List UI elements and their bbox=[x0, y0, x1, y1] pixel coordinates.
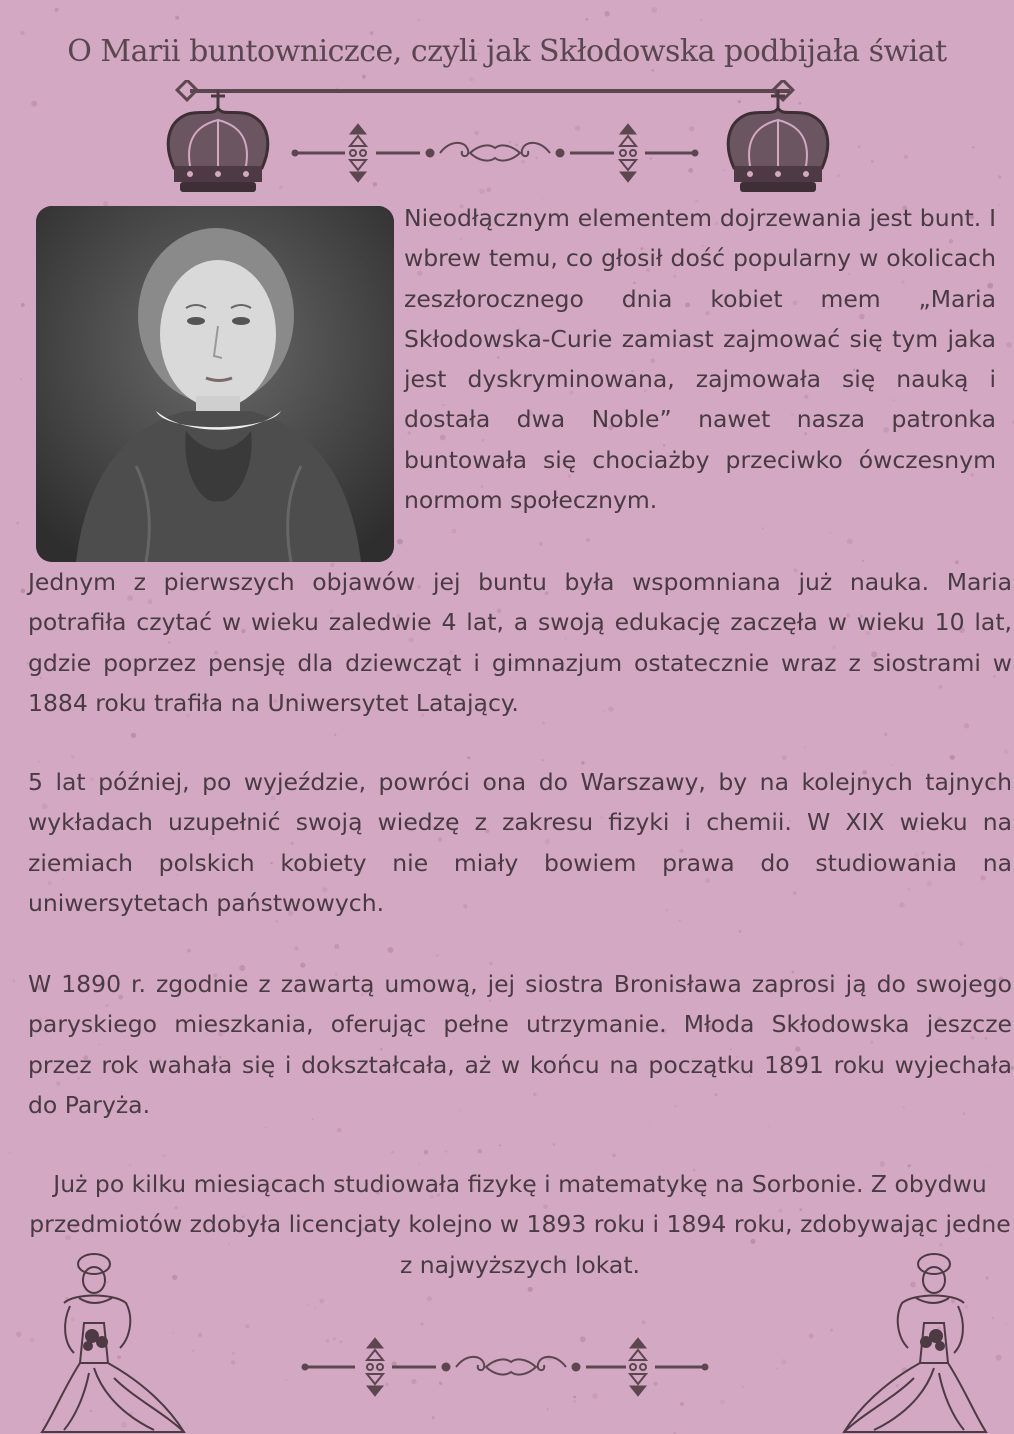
crown-icon bbox=[720, 86, 836, 198]
paragraph-2: 5 lat później, po wyjeździe, powróci ona do Warszawy, by na kolejnych tajnych wykładach uzupełnić swoją wiedzę z zakresu fizyki i chemii. W XIX wieku na ziemiach polskich kobiety nie miały bowiem prawa do studiowania na uniwersytetach państwowych. bbox=[28, 768, 1012, 917]
paragraph-4: Już po kilku miesiącach studiowała fizykę i matematykę na Sorbonie. Z obydwu przedmiotów zdobyła licencjaty kolejno w 1893 roku i 1894 roku, zdobywając jedne z najwyższych lokat. bbox=[29, 1170, 1011, 1279]
page-title: O Marii buntowniczce, czyli jak Skłodowska podbijała świat bbox=[67, 34, 947, 69]
paragraph-3: W 1890 r. zgodnie z zawartą umową, jej siostra Bronisława zaprosi ją do swojego paryskiego mieszkania, oferując pełne utrzymanie. Młoda Skłodowska jeszcze przez rok wahała się i dokształcała, aż w końcu na początku 1891 roku wyjechała do Paryża. bbox=[28, 970, 1012, 1119]
victorian-lady-icon bbox=[834, 1248, 994, 1434]
victorian-lady-icon bbox=[34, 1248, 194, 1434]
ornament-divider-icon bbox=[290, 118, 700, 188]
paragraph-1: Jednym z pierwszych objawów jej buntu była wspomniana już nauka. Maria potrafiła czytać w wieku zaledwie 4 lat, a swoją edukację zaczęła w wieku 10 lat, gdzie poprzez pensję dla dziewcząt i gimnazjum ostatecznie wraz z siostrami w 1884 roku trafiła na Uniwersytet Latający. bbox=[28, 568, 1012, 717]
crown-icon bbox=[160, 86, 276, 198]
intro-paragraph: Nieodłącznym elementem dojrzewania jest bunt. I wbrew temu, co głosił dość popularny w okolicach zeszłorocznego dnia kobiet mem „Maria Skłodowska-Curie zamiast zajmować się tym jaka jest dyskryminowana, zajmowała się nauką i dostała dwa Noble” nawet nasza patronka buntowała się chociażby przeciwko ówczesnym normom społecznym. bbox=[404, 204, 996, 515]
ornament-divider-icon bbox=[300, 1332, 710, 1402]
portrait-photo bbox=[36, 206, 394, 562]
